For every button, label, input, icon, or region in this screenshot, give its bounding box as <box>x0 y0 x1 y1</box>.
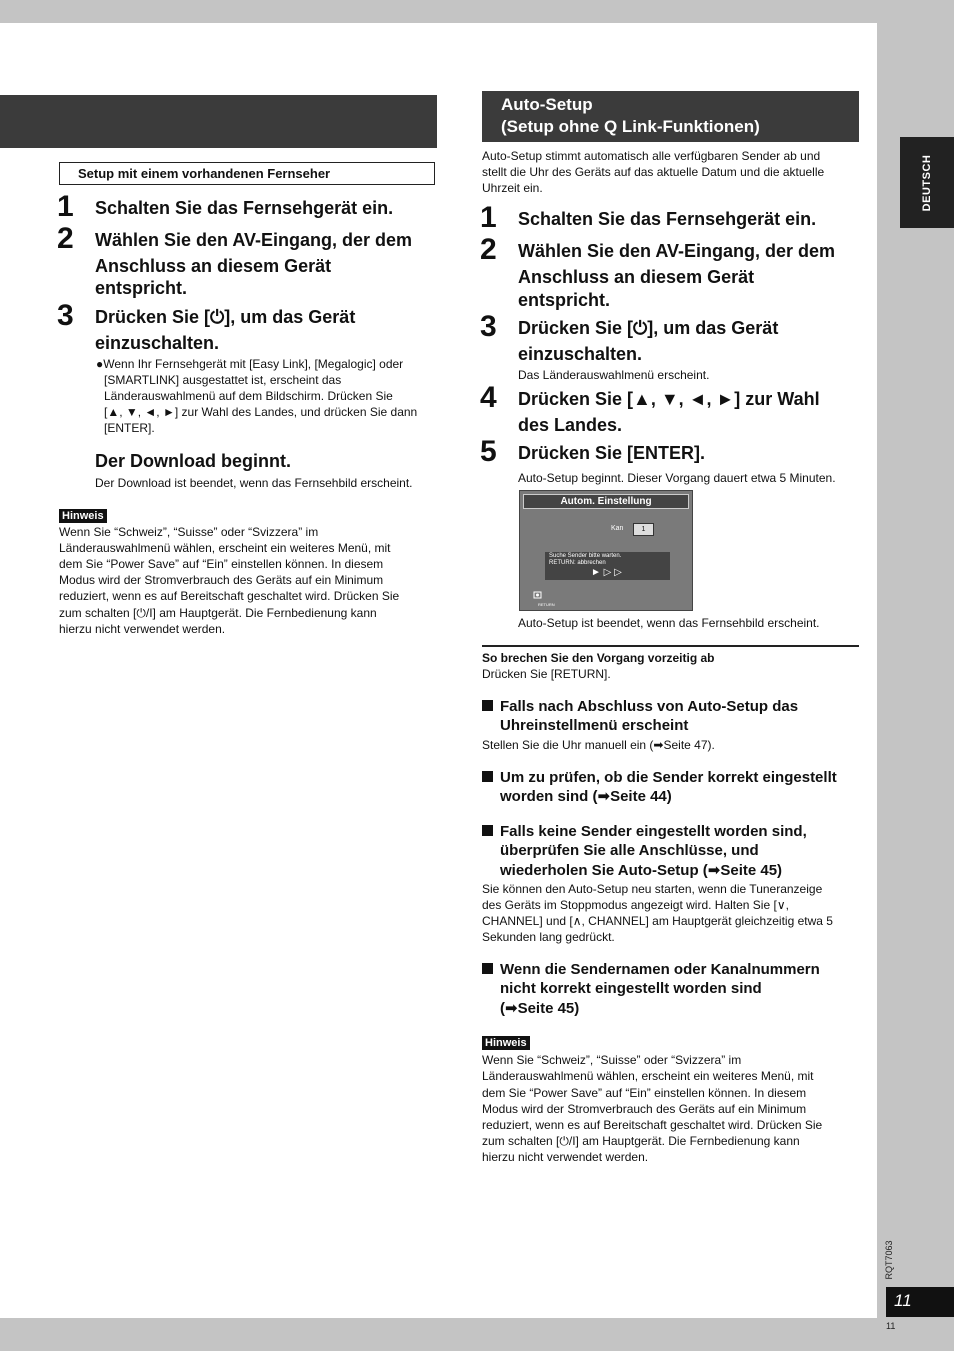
step-text: Drücken Sie [▲, ▼, ◄, ►] zur Wahl <box>518 389 820 409</box>
section-heading: Falls nach Abschluss von Auto-Setup das <box>482 697 798 717</box>
hinweis-line: reduziert, wenn es auf Bereitschaft geschaltet wird. Drücken Sie <box>59 589 400 603</box>
abort-title: So brechen Sie den Vorgang vorzeitig ab <box>482 651 715 665</box>
step-text: Anschluss an diesem Gerät <box>518 267 755 287</box>
hinweis-line: dem Sie “Power Save” auf “Ein” einstellen können. In diesem <box>59 557 384 571</box>
hinweis-line: reduziert, wenn es auf Bereitschaft geschaltet wird. Drücken Sie <box>482 1118 823 1132</box>
intro-line: Uhrzeit ein. <box>482 181 543 195</box>
abort-text: Drücken Sie [RETURN]. <box>482 667 611 681</box>
section-heading: überprüfen Sie alle Anschlüsse, und <box>500 842 759 859</box>
hinweis-line: zum schalten [⏻/I] am Hauptgerät. Die Fernbedienung kann <box>482 1134 800 1148</box>
square-bullet-icon <box>482 700 493 711</box>
hinweis-line: Wenn Sie “Schweiz”, “Suisse” oder “Svizzera” im <box>482 1053 742 1067</box>
section-heading: Uhreinstellmenü erscheint <box>500 717 689 734</box>
step-note: Auto-Setup beginnt. Dieser Vorgang dauert etwa 5 Minuten. <box>518 471 836 485</box>
step-text: Schalten Sie das Fernsehgerät ein. <box>518 209 817 229</box>
channel-value: 1 <box>633 523 654 536</box>
step-number: 5 <box>480 435 497 468</box>
step-text: einzuschalten. <box>95 333 220 353</box>
step-number: 4 <box>480 381 497 414</box>
hinweis-line: Modus wird der Stromverbrauch des Geräts auf ein Minimum <box>482 1102 807 1116</box>
intro-line: stellt die Uhr des Geräts auf das aktuelle Datum und die aktuelle <box>482 165 825 179</box>
step-text: des Landes. <box>518 415 623 435</box>
header-title-line: (Setup ohne Q Link-Funktionen) <box>501 117 760 136</box>
step-number: 1 <box>480 201 497 234</box>
step-number: 2 <box>57 222 74 255</box>
square-bullet-icon <box>482 963 493 974</box>
progress-arrows: ► ▷ ▷ <box>591 567 622 578</box>
dpad-icon <box>531 587 544 597</box>
divider <box>482 645 859 647</box>
subheading-box: Setup mit einem vorhandenen Fernseher <box>59 162 435 185</box>
right-section-header <box>482 91 859 142</box>
hinweis-label: Hinweis <box>59 509 107 523</box>
hinweis-line: Wenn Sie “Schweiz”, “Suisse” oder “Svizzera” im <box>59 525 319 539</box>
section-text: Sie können den Auto-Setup neu starten, wenn die Tuneranzeige <box>482 882 823 896</box>
language-tab: DEUTSCH <box>900 137 954 228</box>
section-heading: (➡Seite 45) <box>500 1000 580 1017</box>
section-heading: Wenn die Sendernamen oder Kanalnummern <box>482 960 820 980</box>
return-label: RETURN <box>538 602 555 607</box>
section-heading: Um zu prüfen, ob die Sender korrekt eingestellt <box>482 768 837 788</box>
download-text: Der Download ist beendet, wenn das Fernsehbild erscheint. <box>95 476 413 490</box>
step-text: einzuschalten. <box>518 344 643 364</box>
section-text: Sekunden lang gedrückt. <box>482 930 615 944</box>
screen-title-bar: Autom. Einstellung <box>523 494 689 509</box>
section-text: Stellen Sie die Uhr manuell ein (➡Seite 47). <box>482 738 715 752</box>
step-text: Wählen Sie den AV-Eingang, der dem <box>518 241 836 261</box>
step-text: entspricht. <box>95 278 188 298</box>
bottom-bar <box>0 1318 954 1351</box>
hinweis-line: hierzu nicht verwendet werden. <box>59 622 226 636</box>
page-number-box: 11 <box>886 1287 954 1317</box>
section-heading: nicht korrekt eingestellt worden sind <box>500 980 762 997</box>
top-bar <box>0 0 954 23</box>
note-line: [ENTER]. <box>104 421 155 435</box>
section-heading: worden sind (➡Seite 44) <box>500 788 672 805</box>
page-number-small: 11 <box>886 1321 896 1331</box>
hinweis-line: Länderauswahlmenü wählen, erscheint ein weiteres Menü, mit <box>59 541 391 555</box>
step-text: entspricht. <box>518 290 611 310</box>
hinweis-line: zum schalten [⏻/I] am Hauptgerät. Die Fernbedienung kann <box>59 606 377 620</box>
section-text: des Geräts im Stoppmodus angezeigt wird. Halten Sie [∨, <box>482 898 789 912</box>
hinweis-label: Hinweis <box>482 1036 530 1050</box>
section-text: CHANNEL] und [∧, CHANNEL] am Hauptgerät gleichzeitig etwa 5 <box>482 914 833 928</box>
step-number: 3 <box>480 310 497 343</box>
note-line: Länderauswahlmenü auf dem Bildschirm. Drücken Sie <box>104 389 393 403</box>
hinweis-line: Länderauswahlmenü wählen, erscheint ein weiteres Menü, mit <box>482 1069 814 1083</box>
step-number: 3 <box>57 299 74 332</box>
hinweis-line: dem Sie “Power Save” auf “Ein” einstellen können. In diesem <box>482 1086 807 1100</box>
step-number: 2 <box>480 233 497 266</box>
download-title: Der Download beginnt. <box>95 451 291 471</box>
section-heading: Falls keine Sender eingestellt worden sind, <box>482 822 807 842</box>
channel-label: Kan <box>611 525 624 532</box>
step-note: Das Länderauswahlmenü erscheint. <box>518 368 710 382</box>
intro-line: Auto-Setup stimmt automatisch alle verfügbaren Sender ab und <box>482 149 821 163</box>
left-section-header <box>0 95 437 148</box>
step-text: Anschluss an diesem Gerät <box>95 256 332 276</box>
step-text: Drücken Sie [ENTER]. <box>518 443 706 463</box>
section-heading: wiederholen Sie Auto-Setup (➡Seite 45) <box>500 862 783 879</box>
note-line: [SMARTLINK] ausgestattet ist, erscheint das <box>104 373 342 387</box>
doc-code: RQT7063 <box>884 1240 894 1280</box>
step-text: Drücken Sie [⏻], um das Gerät <box>518 318 779 338</box>
step-text: Drücken Sie [⏻], um das Gerät <box>95 307 356 327</box>
note-line: [▲, ▼, ◄, ►] zur Wahl des Landes, und drücken Sie dann <box>104 405 418 419</box>
screen-message-box: Suche Sender bitte warten. RETURN: abbrechen ► ▷ ▷ <box>545 552 670 580</box>
after-screen-text: Auto-Setup ist beendet, wenn das Fernsehbild erscheint. <box>518 616 820 630</box>
note-line: ●Wenn Ihr Fernsehgerät mit [Easy Link], [Megalogic] oder <box>96 357 404 371</box>
step-text: Wählen Sie den AV-Eingang, der dem <box>95 230 413 250</box>
square-bullet-icon <box>482 771 493 782</box>
tv-screen-illustration <box>519 490 693 611</box>
step-text: Schalten Sie das Fernsehgerät ein. <box>95 198 394 218</box>
hinweis-line: hierzu nicht verwendet werden. <box>482 1150 649 1164</box>
step-number: 1 <box>57 190 74 223</box>
header-title-line: Auto-Setup <box>501 95 593 114</box>
hinweis-line: Modus wird der Stromverbrauch des Geräts auf ein Minimum <box>59 573 384 587</box>
square-bullet-icon <box>482 825 493 836</box>
